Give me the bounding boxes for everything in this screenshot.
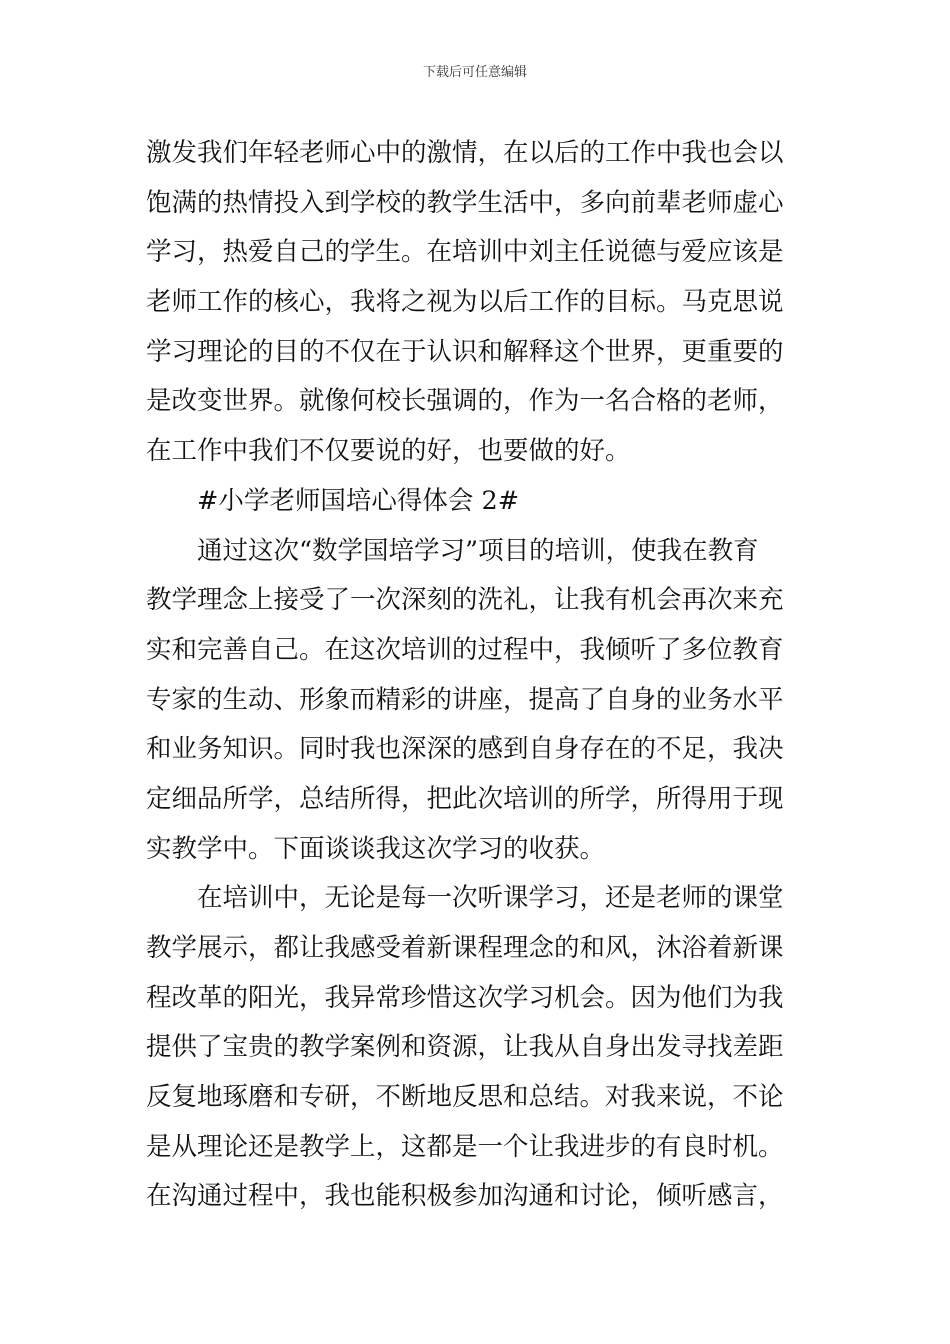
text-line: 在工作中我们不仅要说的好，也要做的好。 <box>146 436 631 467</box>
text-line: 专家的生动、形象而精彩的讲座，提高了自身的业务水平 <box>146 684 784 715</box>
text-line: 定细品所学，总结所得，把此次培训的所学，所得用于现 <box>146 783 784 814</box>
document-body <box>146 129 806 1222</box>
text-line: 提供了宝贵的教学案例和资源，让我从自身出发寻找差距 <box>146 1032 784 1063</box>
text-line: 是从理论还是教学上，这都是一个让我进步的有良时机。 <box>146 1131 784 1162</box>
text-line: 通过这次“数学国培学习”项目的培训，使我在教育 <box>197 535 759 566</box>
text-line: 学习理论的目的不仅在于认识和解释这个世界，更重要的 <box>146 336 784 367</box>
text-line: 教学展示，都让我感受着新课程理念的和风，沐浴着新课 <box>146 933 784 963</box>
section-heading: #小学老师国培心得体会 2# <box>197 485 520 516</box>
text-line: 饱满的热情投入到学校的教学生活中，多向前辈老师虚心 <box>146 187 784 218</box>
text-line: 在沟通过程中，我也能积极参加沟通和讨论，倾听感言， <box>146 1181 784 1212</box>
text-line: 实教学中。下面谈谈我这次学习的收获。 <box>146 833 606 864</box>
text-line: 教学理念上接受了一次深刻的洗礼，让我有机会再次来充 <box>146 585 784 616</box>
text-line: 实和完善自己。在这次培训的过程中，我倾听了多位教育 <box>146 634 784 665</box>
text-line: 在培训中，无论是每一次听课学习，还是老师的课堂 <box>197 883 784 914</box>
text-line: 老师工作的核心，我将之视为以后工作的目标。马克思说 <box>146 287 784 318</box>
text-line: 反复地琢磨和专研，不断地反思和总结。对我来说，不论 <box>146 1082 784 1113</box>
text-line: 是改变世界。就像何校长强调的，作为一名合格的老师， <box>146 386 784 417</box>
page-header: 下载后可任意编辑 <box>422 65 527 80</box>
text-line: 学习，热爱自己的学生。在培训中刘主任说德与爱应该是 <box>146 237 784 268</box>
text-line: 和业务知识。同时我也深深的感到自身存在的不足，我决 <box>146 734 784 765</box>
text-line: 激发我们年轻老师心中的激情，在以后的工作中我也会以 <box>146 138 784 168</box>
text-line: 程改革的阳光，我异常珍惜这次学习机会。因为他们为我 <box>146 982 784 1013</box>
